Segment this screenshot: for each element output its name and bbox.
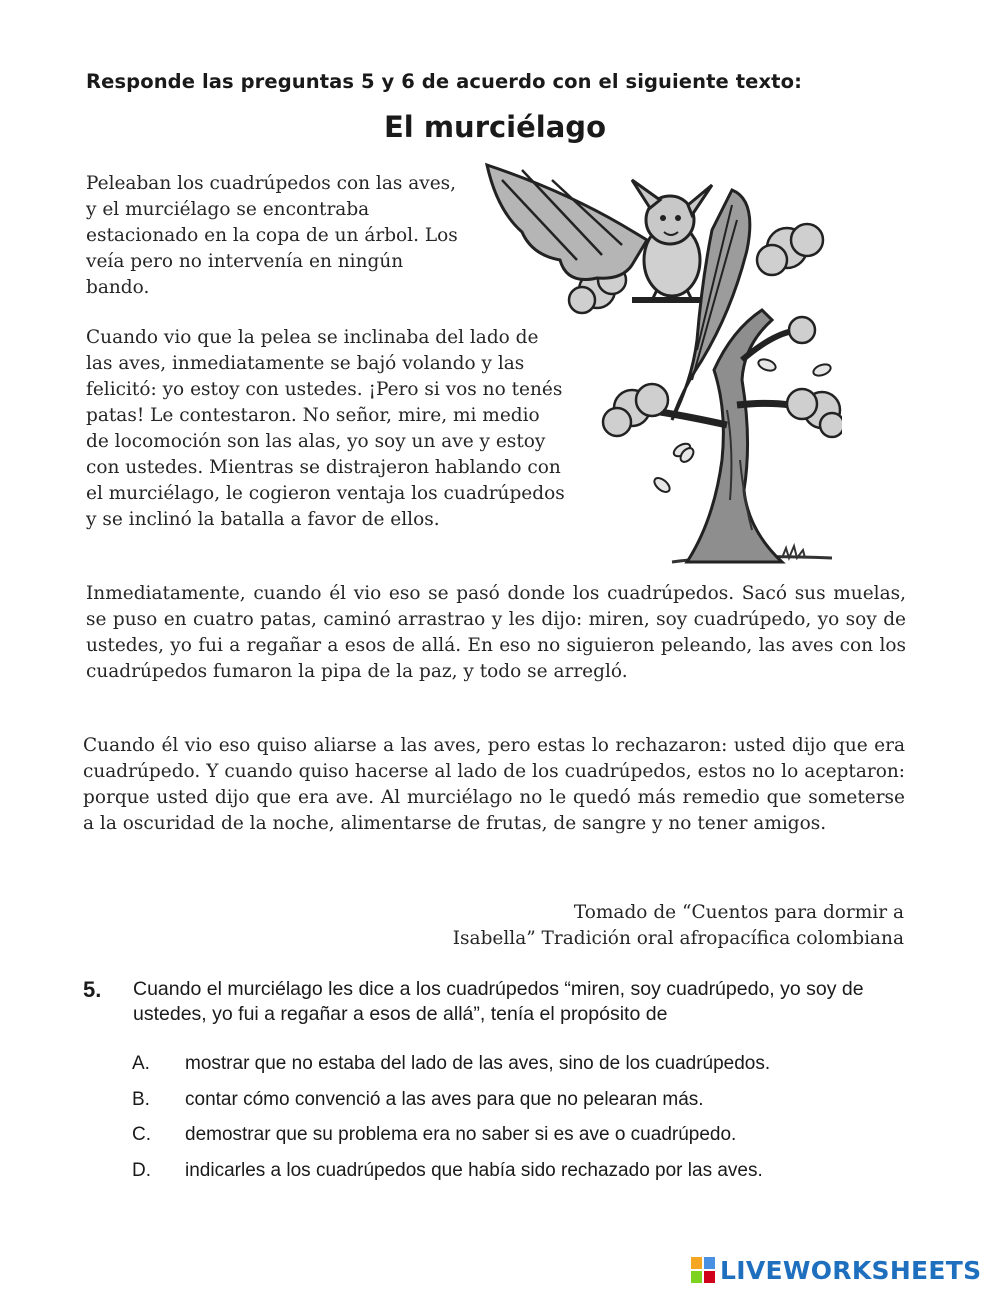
option-text: indicarles a los cuadrúpedos que había sido rechazado por las aves. [185,1160,763,1181]
question-text: Cuando el murciélago les dice a los cuadrúpedos “miren, soy cuadrúpedo, yo soy de ustedes, yo fui a regañar a esos de allá”, tenía el propósito de [133,978,864,1025]
brand-name: LIVEWORKSHEETS [720,1255,982,1285]
option-text: contar cómo convenció a las aves para que no pelearan más. [185,1089,704,1110]
option-letter: D. [132,1160,151,1181]
option-letter: B. [132,1089,150,1110]
option-text: mostrar que no estaba del lado de las aves, sino de los cuadrúpedos. [185,1053,771,1074]
instructions-heading: Responde las preguntas 5 y 6 de acuerdo con el siguiente texto: [86,70,802,93]
bat-on-tree-icon [482,160,842,570]
question-number: 5. [83,977,102,1002]
story-paragraph-2: Cuando vio que la pelea se inclinaba del lado de las aves, inmediatamente se bajó volando y las felicitó: yo estoy con ustedes. ¡Pero si vos no tenés patas! Le contestaron. No señor, mire, mi medio de locomoción son las alas, yo soy un ave y estoy con ustedes. Mientras se distrajeron hablando con el murciélago, le cogieron ventaja los cuadrúpedos y se inclinó la batalla a favor de ellos. [86,327,565,530]
story-paragraph-1: Peleaban los cuadrúpedos con las aves, y el murciélago se encontraba estacionado en la copa de un árbol. Los veía pero no intervenía en ningún bando. [86,173,458,298]
source-citation [453,900,904,952]
source-line-1: Tomado de “Cuentos para dormir a [573,902,904,923]
liveworksheets-brand[interactable] [690,1254,981,1286]
source-line-2: Isabella” Tradición oral afropacífica colombiana [452,928,904,949]
option-text: demostrar que su problema era no saber si es ave o cuadrúpedo. [185,1124,737,1145]
story-paragraph-3: Inmediatamente, cuando él vio eso se pasó donde los cuadrúpedos. Sacó sus muelas, se puso en cuatro patas, caminó arrastrao y les dijo: miren, soy cuadrúpedo, yo soy de ustedes, yo fui a regañar a esos de allá. En eso no siguieron peleando, las aves con los cuadrúpedos fumaron la pipa de la paz, y todo se arregló. [86,583,906,682]
option-letter: C. [132,1124,151,1145]
story-paragraph-4: Cuando él vio eso quiso aliarse a las aves, pero estas lo rechazaron: usted dijo que era cuadrúpedo. Y cuando quiso hacerse al lado de los cuadrúpedos, estos no lo aceptaron: porque usted dijo que era ave. Al murciélago no le quedó más remedio que someterse a la oscuridad de la noche, alimentarse de frutas, de sangre y no tener amigos. [83,735,905,834]
liveworksheets-logo-icon [690,1256,716,1284]
page-title: El murciélago [383,110,606,144]
option-letter: A. [132,1053,150,1074]
